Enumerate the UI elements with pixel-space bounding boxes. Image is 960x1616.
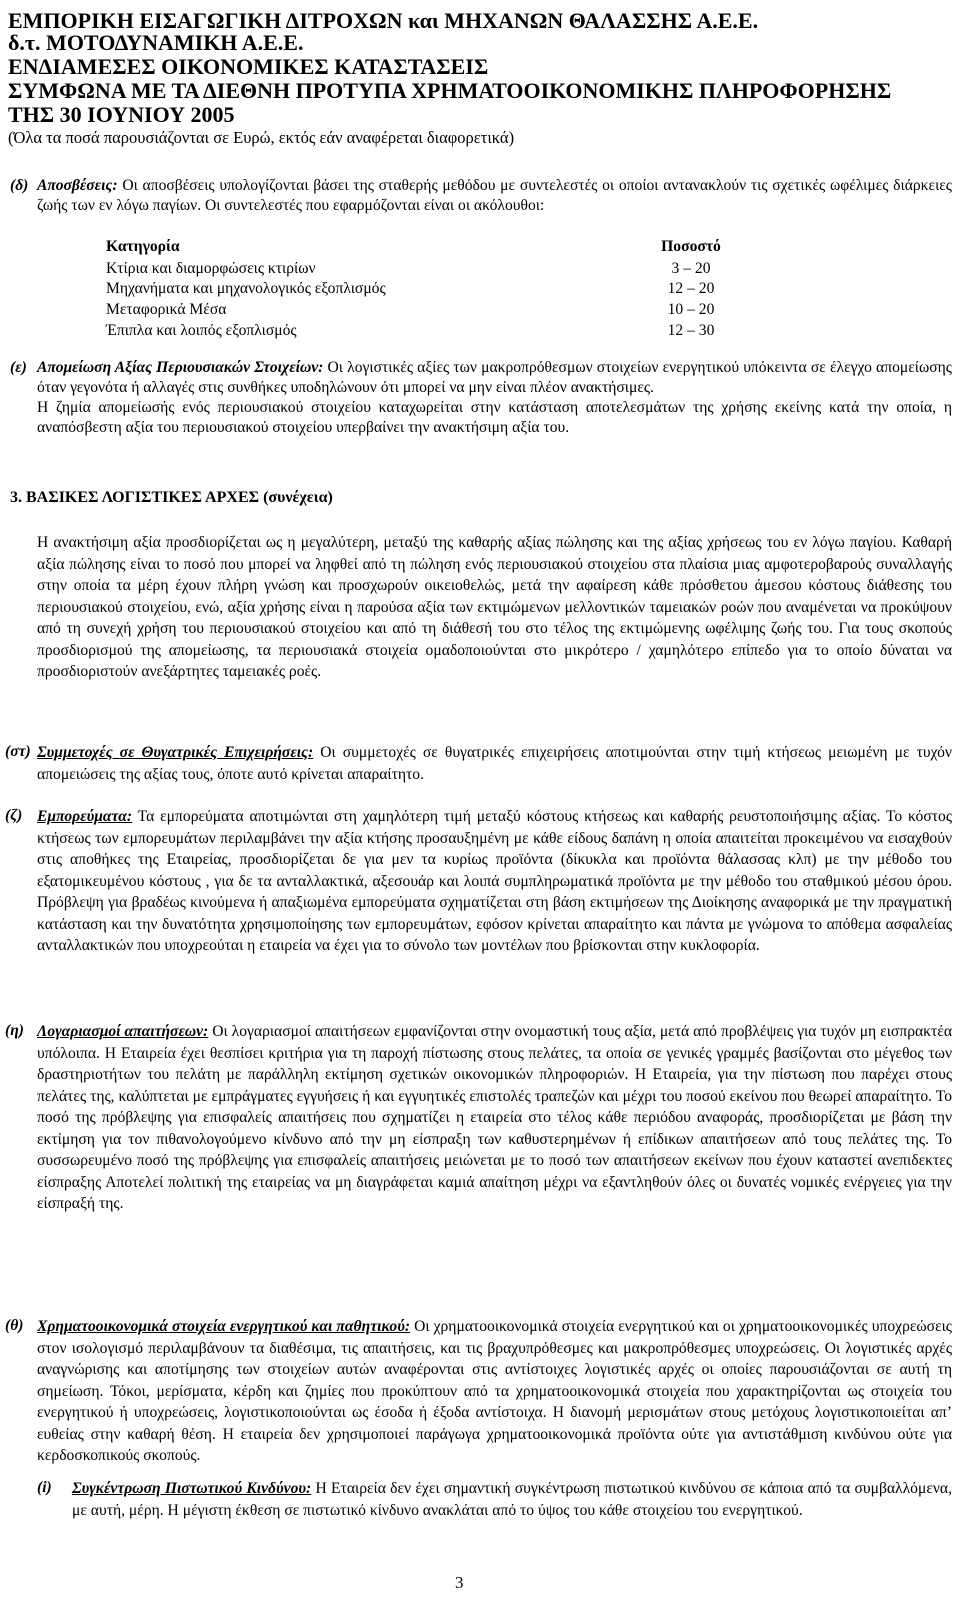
section-th-label: (θ): [5, 1317, 24, 1334]
section-i-text: Οι λογαριασμοί απαιτήσεων εμφανίζονται στην ονομαστική τους αξία, μετά από προβλέψεις για τυχόν μη εισπρακτέα υπόλοιπα. Η Εταιρεία έχει θεσπίσει κριτήρια για τη παροχή πίστωσης στους πελάτες, τα οποία σε γενικές γραμμές βασίζονται στο μέγεθος των δραστηριοτήτων του πελάτη με παράλληλη εκτίμηση σχετικών οικονομικών πληροφοριών. Η Εταιρεία, για την πίστωση που παρέχει στους πελάτες της, καλύπτεται με εμπράγματες εγγυήσεις ή και εγγυητικές επιστολές τραπεζών και μέχρι του ποσού εκείνου που θεωρεί απαραίτητο. Το ποσό της πρόβλεψης για επισφαλείς απαιτήσεις που σχηματίζει η εταιρεία στο τέλος κάθε περιόδου αναφοράς, προσδιορίζεται με βάση την εκτίμηση για τον πιθανολογούμενο κίνδυνο από την μη είσπραξη των καθυστερημένων ή επίδικων απαιτήσεων από τους πελάτες της. Το συσσωρευμένο ποσό της πρόβλεψης για επισφαλείς απαιτήσεις μειώνεται με το ποσό των απαιτήσεων εκείνων που έχουν καταστεί ανεπιδεκτες είσπραξης Αποτελεί πολιτική της εταιρείας να μη διαγράφεται καμιά απαίτηση μέχρι να εξαντληθούν όλες οι δυνατές νομικές ενέργειες για την είσπραξή της.: [37, 1023, 952, 1212]
section-st-label: (στ): [5, 743, 31, 760]
section-th-paragraph: [37, 1316, 952, 1467]
section-th-text: Οι χρηματοοικονομικά στοιχεία ενεργητικού και οι χρηματοοικονομικές υποχρεώσεις στον ισολογισμό περιλαμβάνουν τα διαθέσιμα, τις απαιτήσεις, και τις βραχυπρόθεσμες και μακροπρόθεσμες υποχρεώσεις. Οι λογιστικές αρχές αναγνώρισης και αποτίμησης των στοιχείων αυτών αναφέρονται στις αντίστοιχες λογιστικές αρχές οι οποίες παρουσιάζονται σε αυτή τη σημείωση. Τόκοι, μερίσματα, κέρδη και ζημίες που προκύπτουν από τα χρηματοοικονομικά στοιχεία που χαρακτηρίζονται ως στοιχεία του ενεργητικού ή υποχρεώσεις, λογιστικοποιούνται ως έσοδα ή έξοδα αντίστοιχα. Η διανομή μερισμάτων στους μετόχους λογιστικοποιείται απ’ ευθείας στην καθαρή θέση. Η εταιρεία δεν χρησιμοποιεί παράγωγα χρηματοοικονομικά προϊόντα ούτε για αντιστάθμιση κινδύνου ούτε για κερδοσκοπικούς σκοπούς.: [37, 1318, 952, 1464]
section-st-title: Συμμετοχές σε Θυγατρικές Επιχειρήσεις:: [37, 744, 314, 761]
report-date: ΤΗΣ 30 ΙΟΥΝΙΟΥ 2005: [8, 102, 235, 127]
table-row: [106, 259, 746, 279]
section-st-paragraph: [37, 742, 952, 785]
section-z-paragraph: [37, 806, 952, 957]
section-z-text: Τα εμπορεύματα αποτιμώνται στη χαμηλότερη τιμή μεταξύ κόστους κτήσεως και καθαρής ρευστοποιήσιμης αξίας. Το κόστος κτήσεως των εμπορευμάτων περιλαμβάνει την αξία κτήσης προσαυξημένη με κάθε είδους δαπάνη η οποία απαιτείται προκειμένου να εισαχθούν στις αποθήκες της Εταιρείας, προσδιορίζεται δε για μεν τα κυρίως προϊόντα (δίκυκλα και προϊόντα θάλασσας κλπ) με την μέθοδο του εξατομικευμένου κόστους , για δε τα ανταλλακτικά, αξεσουάρ και λοιπά συμπληρωματικά προϊόντα με την μέθοδο του σταθμικού μέσου όρου. Πρόβλεψη για βραδέως κινούμενα ή απαξιωμένα εμπορεύματα σχηματίζεται στη βάση εκτιμήσεων της Διοίκησης αναφορικά με την πραγματική κατάσταση και την δυνατότητα χρησιμοποίησης των εμπορευμάτων, εφόσον κρίνεται απαραίτητο και πάντα με γνώμονα το απόθεμα ασφαλείας ανταλλακτικών που υποχρεούται η εταιρεία να έχει για το σύνολο των μοντέλων που βρίσκονται στην κυκλοφορία.: [37, 808, 952, 954]
section-e-paragraph: [37, 358, 952, 438]
table-row: [106, 279, 746, 299]
row-rate: 12 – 20: [667, 280, 715, 297]
company-name: ΕΜΠΟΡΙΚΗ ΕΙΣΑΓΩΓΙΚΗ ΔΙΤΡΟΧΩΝ και ΜΗΧΑΝΩΝ ΘΑΛΑΣΣΗΣ Α.Ε.Ε.: [8, 8, 759, 33]
table-header-row: [106, 237, 746, 257]
trade-name: δ.τ. ΜΟΤΟΔΥΝΑΜΙΚΗ Α.Ε.Ε.: [8, 30, 304, 55]
section-e-text: Οι λογιστικές αξίες των μακροπρόθεσμων στοιχείων ενεργητικού υπόκειντα σε έλεγχο απομείωσης όταν γεγονότα ή αλλαγές στις συνθήκες υποδηλώνουν ότι μπορεί να μην είναι πλέον ανακτήσιμες.: [37, 359, 952, 396]
report-standard: ΣΥΜΦΩΝΑ ΜΕ ΤΑ ΔΙΕΘΝΗ ΠΡΟΤΥΠΑ ΧΡΗΜΑΤΟΟΙΚΟΝΟΜΙΚΗΣ ΠΛΗΡΟΦΟΡΗΣΗΣ: [8, 78, 892, 103]
section-i2-label: (i): [37, 1479, 52, 1496]
row-category: Έπιπλα και λοιπός εξοπλισμός: [106, 322, 297, 339]
row-category: Μηχανήματα και μηχανολογικός εξοπλισμός: [106, 280, 386, 297]
table-row: [106, 300, 746, 320]
header-category: Κατηγορία: [106, 238, 180, 255]
row-category: Κτίρια και διαμορφώσεις κτιρίων: [106, 260, 316, 277]
row-rate: 3 – 20: [671, 260, 711, 277]
section-d-text: Οι αποσβέσεις υπολογίζονται βάσει της σταθερής μεθόδου με συντελεστές οι οποίοι αντανακλούν τις σχετικές ωφέλιμες διάρκειες ζωής των εν λόγω παγίων. Οι συντελεστές που εφαρμόζονται είναι οι ακόλουθοι:: [37, 177, 952, 214]
section-e-text-2: Η ζημία απομείωσής ενός περιουσιακού στοιχείου καταχωρείται στην κατάσταση αποτελεσμάτων της χρήσης εκείνης κατά την οποία, η αναπόσβεστη αξία του περιουσιακού στοιχείου υπερβαίνει την ανακτήσιμη αξία του.: [37, 399, 952, 436]
report-title: ΕΝΔΙΑΜΕΣΕΣ ΟΙΚΟΝΟΜΙΚΕΣ ΚΑΤΑΣΤΑΣΕΙΣ: [8, 54, 489, 79]
section-d-title: Αποσβέσεις:: [37, 177, 118, 194]
section-st-text: Οι συμμετοχές σε θυγατρικές επιχειρήσεις αποτιμούνται στην τιμή κτήσεως μειωμένη με τυχόν απομειώσεις της αξίας τους, όποτε αυτό κρίνεται απαραίτητο.: [37, 744, 952, 783]
section-z-title: Εμπορεύματα:: [37, 808, 133, 825]
section-i-title: Λογαριασμοί απαιτήσεων:: [37, 1023, 209, 1040]
section-i-label: (η): [5, 1022, 24, 1039]
section-th-title: Χρηματοοικονομικά στοιχεία ενεργητικού και παθητικού:: [37, 1318, 411, 1335]
recoverable-value-paragraph: Η ανακτήσιμη αξία προσδιορίζεται ως η μεγαλύτερη, μεταξύ της καθαρής αξίας πώλησης και της αξίας χρήσεως του εν λόγω παγίου. Καθαρή αξία πώλησης είναι το ποσό που μπορεί να ληφθεί από τη πώληση ενός περιουσιακού στοιχείου στα πλαίσια μιας αμφοτεροβαρούς συναλλαγής στην οποία τα μέρη έχουν πλήρη γνώση και προσχωρούν οικειοθελώς, μετά την αφαίρεση κάθε πρόσθετου άμεσου κόστους διάθεσης του περιουσιακού στοιχείου, ενώ, αξία χρήσης είναι η παρούσα αξία των εκτιμώμενων μελλοντικών ταμειακών ροών που αναμένεται να προκύψουν από τη συνεχή χρήση του περιουσιακού στοιχείου και από τη διάθεσή του στο τέλος της εκτιμώμενης ωφέλιμης ζωής του. Για τους σκοπούς προσδιορισμού της απομείωσης, τα περιουσιακά στοιχεία ομαδοποιούνται στο μικρότερο / χαμηλότερο επίπεδο για το οποίο δύναται να προσδιοριστούν ανεξάρτητες ταμειακές ροές.: [37, 534, 952, 680]
section-d-paragraph: [37, 176, 952, 216]
section-d-label: (δ): [10, 177, 29, 194]
table-row: [106, 321, 746, 341]
currency-note: (Όλα τα ποσά παρουσιάζονται σε Ευρώ, εκτός εάν αναφέρεται διαφορετικά): [8, 128, 515, 147]
section-e-title: Απομείωση Αξίας Περιουσιακών Στοιχείων:: [37, 359, 324, 376]
section-i2-paragraph: [72, 1478, 952, 1521]
page-number: 3: [455, 1573, 464, 1592]
row-rate: 10 – 20: [667, 301, 715, 318]
header-rate: Ποσοστό: [661, 238, 721, 255]
section-e-label: (ε): [10, 359, 27, 376]
section-i-paragraph: [37, 1021, 952, 1215]
section-z-label: (ζ): [5, 807, 23, 824]
section-i2-text: Η Εταιρεία δεν έχει σημαντική συγκέντρωση πιστωτικού κινδύνου σε κάποια από τα συμβαλλόμενα, με αυτή, μέρη. Η μέγιστη έκθεση σε πιστωτικό κίνδυνο ανακλάται από το ύψος του κάθε στοιχείου του ενεργητικού.: [72, 1480, 952, 1519]
row-category: Μεταφορικά Μέσα: [106, 301, 227, 318]
section-i2-title: Συγκέντρωση Πιστωτικού Κινδύνου:: [72, 1480, 312, 1497]
section-heading: 3. ΒΑΣΙΚΕΣ ΛΟΓΙΣΤΙΚΕΣ ΑΡΧΕΣ (συνέχεια): [10, 489, 333, 506]
row-rate: 12 – 30: [667, 322, 715, 339]
